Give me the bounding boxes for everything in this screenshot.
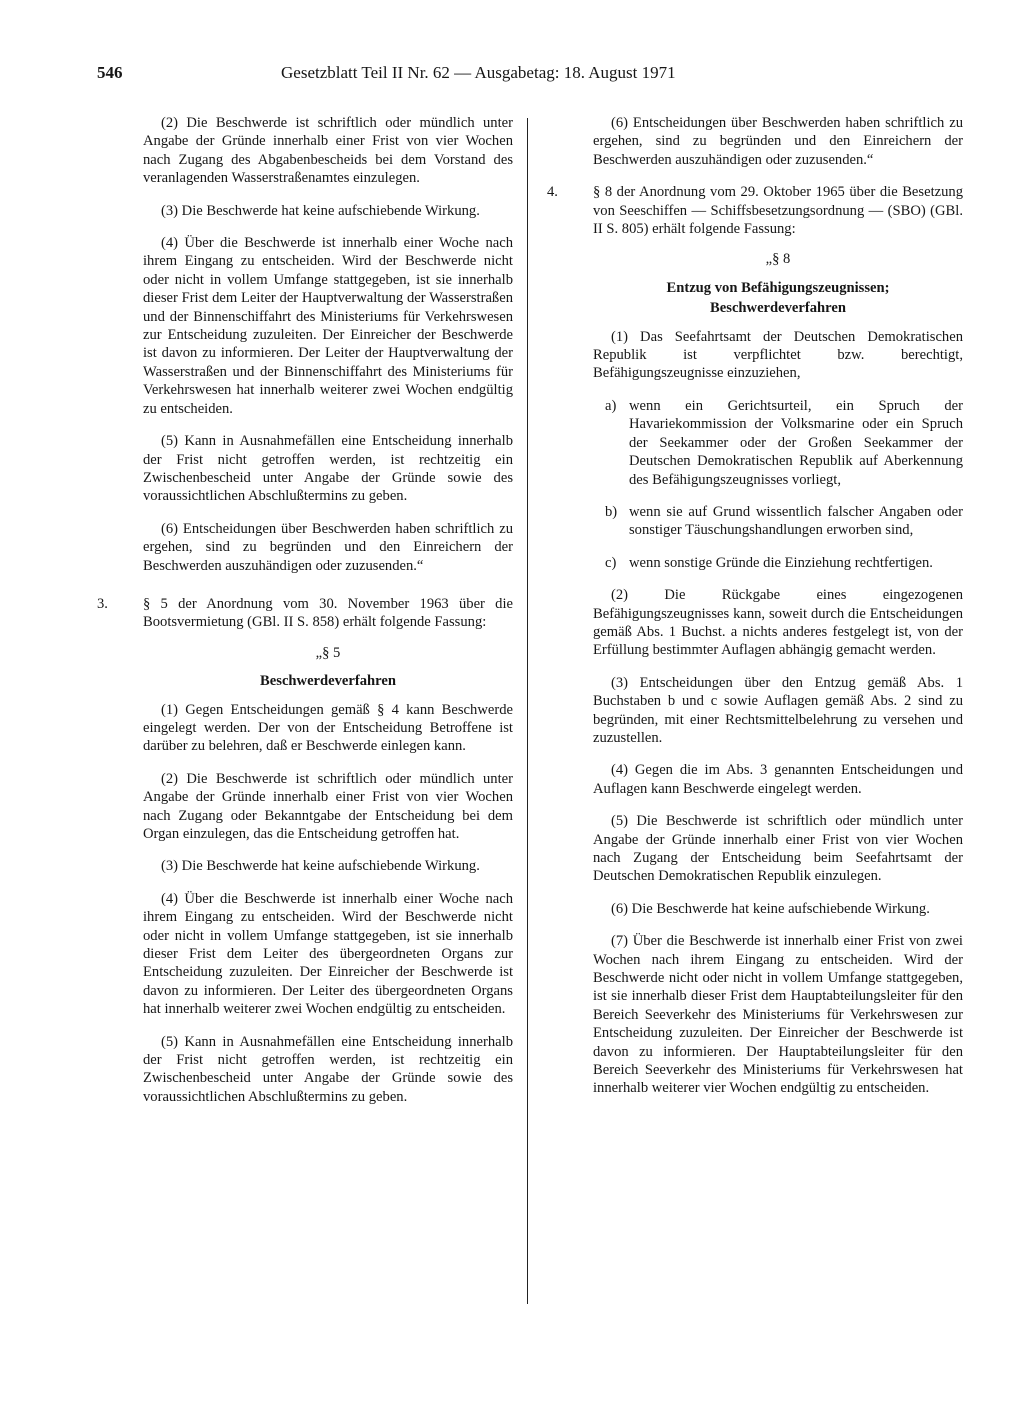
paragraph: (6) Die Beschwerde hat keine aufschiebende Wirkung.: [611, 900, 930, 917]
item-text: § 5 der Anordnung vom 30. November 1963 über die Bootsvermietung (GBl. II S. 858) erhält folgende Fassung:: [143, 595, 513, 631]
paragraph: (5) Die Beschwerde ist schriftlich oder mündlich unter Angabe der Gründe innerhalb einer Frist von vier Wochen nach Zugang der Entscheidung beim Seefahrtsamt der Deutschen Demokratischen Republik einzulegen.: [593, 813, 963, 885]
sub-item-a: [593, 397, 963, 489]
paragraph: (2) Die Beschwerde ist schriftlich oder mündlich unter Angabe der Gründe innerhalb einer Frist von vier Wochen nach Zugang oder Bekanntgabe der Entscheidung bei dem Organ einzulegen, das die Entscheidung getroffen hat.: [143, 770, 513, 842]
list-item: [97, 595, 513, 632]
paragraph: (4) Über die Beschwerde ist innerhalb einer Woche nach ihrem Eingang zu entscheiden. Wird der Beschwerde nicht oder nicht in vollem Umfange stattgegeben, ist sie innerhalb dieser Frist dem Leiter des übergeordneten Organs zur Entscheidung zuzuleiten. Der Einreicher der Beschwerde ist davon zu informieren. Der Leiter des übergeordneten Organs hat innerhalb weiterer zwei Wochen endgültig zu entscheiden.: [143, 890, 513, 1018]
paragraph: (6) Entscheidungen über Beschwerden haben schriftlich zu ergehen, sind zu begründen und den Einreichern der Beschwerden auszuhändigen oder zuzusenden.“: [143, 520, 513, 574]
paragraph: (1) Gegen Entscheidungen gemäß § 4 kann Beschwerde eingelegt werden. Der von der Entscheidung Betroffene ist darüber zu belehren, daß er Beschwerde einlegen kann.: [143, 701, 513, 755]
left-column: [97, 114, 513, 1120]
paragraph: (4) Über die Beschwerde ist innerhalb einer Woche nach ihrem Eingang zu entscheiden. Wird der Beschwerde nicht oder nicht in vollem Umfange stattgegeben, ist sie innerhalb dieser Frist dem Leiter der Hauptverwaltung der Wasserstraßen und der Binnenschiffahrt des Ministeriums für Verkehrswesen zur Entscheidung zuzuleiten. Der Einreicher der Beschwerde ist davon zu informieren. Der Leiter der Hauptverwaltung der Wasserstraßen und der Binnenschiffahrt des Ministeriums für Verkehrswesen hat innerhalb weiterer zwei Wochen endgültig zu entscheiden.: [143, 235, 513, 417]
item-number: 4.: [547, 184, 558, 201]
item-text: § 8 der Anordnung vom 29. Oktober 1965 über die Besetzung von Seeschiffen — Schiffsbesetzungsordnung — (SBO) (GBl. II S. 805) erhält folgende Fassung:: [593, 184, 963, 238]
paragraph: (5) Kann in Ausnahmefällen eine Entscheidung innerhalb der Frist nicht getroffen werden, ist rechtzeitig ein Zwischenbescheid unter Angabe der Gründe sowie des voraussichtlichen Abschlußtermins zu geben.: [143, 433, 513, 505]
page-number: 546: [97, 63, 123, 82]
list-item: [547, 183, 963, 238]
column-divider: [527, 118, 528, 1304]
sub-item-text: wenn sonstige Gründe die Einziehung rechtfertigen.: [629, 554, 933, 571]
paragraph: (7) Über die Beschwerde ist innerhalb einer Frist von zwei Wochen nach ihrem Eingang zu entscheiden. Wird der Beschwerde nicht oder nicht in vollem Umfange stattgegeben, ist sie innerhalb dieser Frist dem Hauptabteilungsleiter für den Bereich Seeverkehr des Ministeriums für Verkehrswesen zur Entscheidung zuzuleiten. Der Einreicher der Beschwerde ist davon zu informieren. Der Hauptabteilungsleiter für den Bereich Seeverkehr des Ministeriums für Verkehrswesen hat innerhalb weiterer vier Wochen endgültig zu entscheiden.: [593, 933, 963, 1097]
sub-item-label: a): [605, 397, 617, 414]
paragraph: (1) Das Seefahrtsamt der Deutschen Demokratischen Republik ist verpflichtet bzw. berechtigt, Befähigungszeugnisse einzuziehen,: [593, 328, 963, 382]
sub-item-label: b): [605, 503, 618, 520]
page-header: [97, 58, 965, 88]
section-title: Beschwerdeverfahren: [260, 673, 396, 690]
paragraph: (3) Entscheidungen über den Entzug gemäß Abs. 1 Buchstaben b und c sowie Auflagen gemäß Abs. 2 sind zu begründen, mit einer Rechtsmittelbelehrung zu versehen und zuzustellen.: [593, 674, 963, 746]
paragraph: (2) Die Rückgabe eines eingezogenen Befähigungszeugnisses kann, soweit durch die Entscheidungen gemäß Abs. 1 Buchst. a nichts anderes festgelegt ist, von der Erfüllung bestimmter Auflagen abhängig gemacht werden.: [593, 587, 963, 659]
sub-item-text: wenn sie auf Grund wissentlich falscher Angaben oder sonstiger Täuschungshandlungen erworben sind,: [629, 503, 963, 539]
sub-item-label: c): [605, 554, 617, 571]
paragraph: (4) Gegen die im Abs. 3 genannten Entscheidungen und Auflagen kann Beschwerde eingelegt werden.: [593, 762, 963, 797]
running-title: Gesetzblatt Teil II Nr. 62 — Ausgabetag: 18. August 1971: [281, 63, 676, 82]
section-title: Entzug von Befähigungszeugnissen;: [666, 279, 890, 296]
paragraph: (3) Die Beschwerde hat keine aufschiebende Wirkung.: [161, 202, 480, 219]
paragraph: (5) Kann in Ausnahmefällen eine Entscheidung innerhalb der Frist nicht getroffen werden, ist rechtzeitig ein Zwischenbescheid unter Angabe der Gründe sowie des voraussichtlichen Abschlußtermins zu geben.: [143, 1033, 513, 1105]
paragraph: (6) Entscheidungen über Beschwerden haben schriftlich zu ergehen, sind zu begründen und den Einreichern der Beschwerden auszuhändigen oder zuzusenden.“: [593, 115, 963, 168]
paragraph: (2) Die Beschwerde ist schriftlich oder mündlich unter Angabe der Gründe innerhalb einer Frist von vier Wochen nach Zugang des Abgabenbescheids bei dem Vorstand des veranlagenden Wasserstraßenamtes einzulegen.: [143, 115, 513, 187]
paragraph: (3) Die Beschwerde hat keine aufschiebende Wirkung.: [161, 858, 480, 875]
section-subtitle: Beschwerdeverfahren: [710, 300, 846, 317]
section-label: „§ 8: [765, 251, 791, 268]
right-column: [547, 114, 963, 1112]
item-number: 3.: [97, 595, 108, 612]
section-label: „§ 5: [315, 644, 341, 661]
sub-item-b: [593, 503, 963, 540]
sub-item-text: wenn ein Gerichtsurteil, ein Spruch der Havariekommission der Volksmarine oder ein Spruch der Seekammer oder der Großen Seekammer der Deutschen Demokratischen Republik auf Aberkennung des Befähigungszeugnisses vorliegt,: [629, 397, 963, 488]
sub-item-c: [593, 554, 963, 572]
